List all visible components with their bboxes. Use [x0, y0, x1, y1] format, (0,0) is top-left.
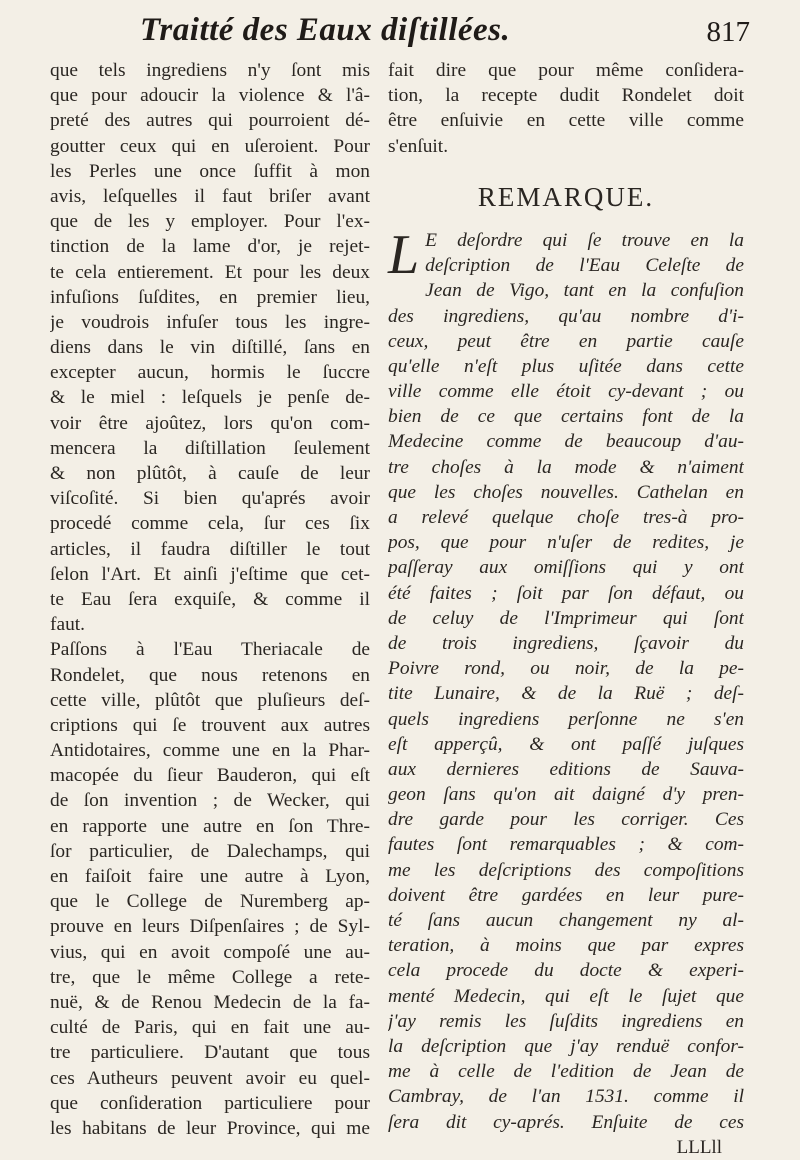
- text-line: mencera la diſtillation ſeulement: [50, 437, 370, 459]
- text-line: de celuy de l'Imprimeur qui ſont: [388, 607, 744, 629]
- text-line: ces Autheurs peuvent avoir eu quel-: [50, 1067, 370, 1089]
- text-line: de trois ingrediens, ſçavoir du: [388, 632, 744, 654]
- text-line: fait dire que pour même conſidera-: [388, 60, 744, 81]
- text-line: viſcoſité. Si bien qu'aprés avoir: [50, 488, 370, 510]
- text-line: été faites ; ſoit par ſon défaut, ou: [388, 582, 744, 604]
- text-line: vius, qui en avoit compoſé une au-: [50, 941, 370, 963]
- text-line: les Perles une once ſuffit à mon: [50, 160, 370, 182]
- text-line: nuë, & de Renou Medecin de la fa-: [50, 991, 370, 1013]
- text-line: ſera dit cy-aprés. Enſuite de ces: [388, 1111, 744, 1133]
- text-line: aux dernieres editions de Sauva-: [388, 758, 744, 780]
- text-line: en rapporte une autre en ſon Thre-: [50, 815, 370, 837]
- running-title: Traitté des Eaux diſtillées.: [140, 12, 511, 48]
- text-line: que de les y employer. Pour l'ex-: [50, 211, 370, 233]
- text-line: des ingrediens, qu'au nombre d'i-: [388, 305, 744, 327]
- text-line: paſſeray aux omiſſions qui y ont: [388, 557, 744, 579]
- text-line: cette ville, plûtôt que pluſieurs deſ-: [50, 689, 370, 711]
- text-line: la deſcription que j'ay renduë confor-: [388, 1035, 744, 1057]
- text-line: j'ay remis les ſuſdits ingrediens en: [388, 1010, 744, 1032]
- text-line: en faiſoit faire une autre à Lyon,: [50, 866, 370, 887]
- text-line: que les choſes nouvelles. Cathelan en: [388, 481, 744, 503]
- text-line: Paſſons à l'Eau Theriacale de: [50, 639, 370, 661]
- text-line: avis, leſquelles il faut briſer avant: [50, 185, 370, 207]
- text-line: je voudrois infuſer tous les ingre-: [50, 311, 370, 333]
- text-line: être enſuivie en cette ville comme: [388, 110, 744, 132]
- text-line: procedé comme cela, ſur ces ſix: [50, 513, 370, 535]
- text-line: tre, que le même College a rete-: [50, 966, 370, 988]
- text-line: te cela entierement. Et pour les deux: [50, 261, 370, 283]
- text-line: fautes ſont remarquables ; & com-: [388, 834, 744, 856]
- text-line: prouve en leurs Diſpenſaires ; de Syl-: [50, 916, 370, 938]
- text-line: que conſideration particuliere pour: [50, 1092, 370, 1114]
- text-line: Jean de Vigo, tant en la confuſion: [425, 280, 744, 302]
- text-line: E deſordre qui ſe trouve en la: [425, 229, 744, 251]
- text-line: diens dans le vin diſtillé, ſans en: [50, 337, 370, 359]
- text-line: geon ſans qu'on ait daigné d'y pren-: [388, 784, 744, 806]
- drop-cap: L: [388, 223, 420, 286]
- left-column: [50, 58, 370, 1141]
- text-line: articles, il faudra diſtiller le tout: [50, 538, 370, 560]
- text-line: dre garde pour les corriger. Ces: [388, 809, 744, 831]
- text-line: infuſions ſuſdites, en premier lieu,: [50, 286, 370, 308]
- text-line: excepter aucun, hormis le ſuccre: [50, 362, 370, 384]
- text-line: tre particuliere. D'autant que tous: [50, 1042, 370, 1064]
- text-line: Rondelet, que nous retenons en: [50, 664, 370, 686]
- text-line: & le miel : leſquels je penſe de-: [50, 387, 370, 409]
- remarque-body: [388, 223, 744, 1135]
- text-line: cela procede du docte & experi-: [388, 960, 744, 982]
- text-line: Antidotaires, comme une en la Phar-: [50, 740, 370, 762]
- text-line: tinction de la lame d'or, je rejet-: [50, 236, 370, 258]
- text-line: Medecine comme de beaucoup d'au-: [388, 431, 744, 453]
- text-line: faut.: [50, 614, 85, 636]
- text-line: Cambray, de l'an 1531. comme il: [388, 1086, 744, 1108]
- text-line: s'enſuit.: [388, 135, 449, 157]
- text-line: les habitans de leur Province, qui me: [50, 1117, 370, 1139]
- text-line: ceux, peut être en partie cauſe: [388, 330, 744, 352]
- text-line: te Eau ſera exquiſe, & comme il: [50, 588, 370, 610]
- page-header: [50, 8, 750, 58]
- text-line: té ſans aucun changement ny al-: [388, 910, 744, 932]
- text-line: ſelon l'Art. Et ainſi j'eſtime que cet-: [50, 563, 370, 585]
- text-line: tite Lunaire, & de la Ruë ; deſ-: [388, 683, 744, 705]
- text-line: pos, que pour n'uſer de redites, je: [388, 532, 744, 554]
- text-line: deſcription de l'Eau Celeſte de: [425, 255, 744, 277]
- text-line: a relevé quelque choſe tres-à pro-: [388, 507, 744, 529]
- text-line: me à celle de l'edition de Jean de: [388, 1061, 744, 1083]
- text-line: tre choſes à la mode & n'aiment: [388, 456, 744, 478]
- text-line: ſor particulier, de Dalechamps, qui: [50, 840, 370, 862]
- text-line: eſt apperçû, & ont paſſé juſques: [388, 733, 744, 755]
- text-line: que tels ingrediens n'y ſont mis: [50, 60, 370, 81]
- text-line: doivent être gardées en leur pure-: [388, 884, 744, 906]
- text-line: bien de ce que certains font de la: [388, 406, 744, 428]
- text-line: macopée du ſieur Bauderon, qui eſt: [50, 765, 370, 787]
- text-line: preté des autres qui pourroient dé-: [50, 110, 370, 132]
- text-line: goutter ceux qui en uſeroient. Pour: [50, 135, 370, 157]
- text-line: que pour adoucir la violence & l'â-: [50, 85, 370, 107]
- signature-mark: LLLll: [676, 1136, 722, 1158]
- right-intro-text: [388, 58, 744, 159]
- text-line: me les deſcriptions des compoſitions: [388, 859, 744, 881]
- text-line: criptions qui ſe trouvent aux autres: [50, 714, 370, 736]
- text-line: de ſon invention ; de Wecker, qui: [50, 790, 370, 812]
- text-line: voir être ajoûtez, lors qu'on com-: [50, 412, 370, 434]
- text-line: tion, la recepte dudit Rondelet doit: [388, 85, 744, 107]
- text-line: & non plûtôt, à cauſe de leur: [50, 463, 370, 484]
- page-number: 817: [706, 16, 750, 48]
- text-line: ville comme elle étoit cy-devant ; ou: [388, 381, 744, 403]
- text-line: menté Medecin, qui eſt le ſujet que: [388, 985, 744, 1007]
- text-line: quels ingrediens perſonne ne s'en: [388, 708, 744, 730]
- text-line: culté de Paris, qui en fait une au-: [50, 1017, 370, 1039]
- text-line: Poivre rond, ou noir, de la pe-: [388, 658, 744, 680]
- text-line: que le College de Nuremberg ap-: [50, 891, 370, 913]
- text-line: teration, à moins que par expres: [388, 935, 744, 957]
- right-column: [388, 58, 744, 1160]
- section-heading: REMARQUE.: [477, 181, 655, 212]
- text-line: qu'elle n'eſt plus uſitée dans cette: [388, 355, 744, 377]
